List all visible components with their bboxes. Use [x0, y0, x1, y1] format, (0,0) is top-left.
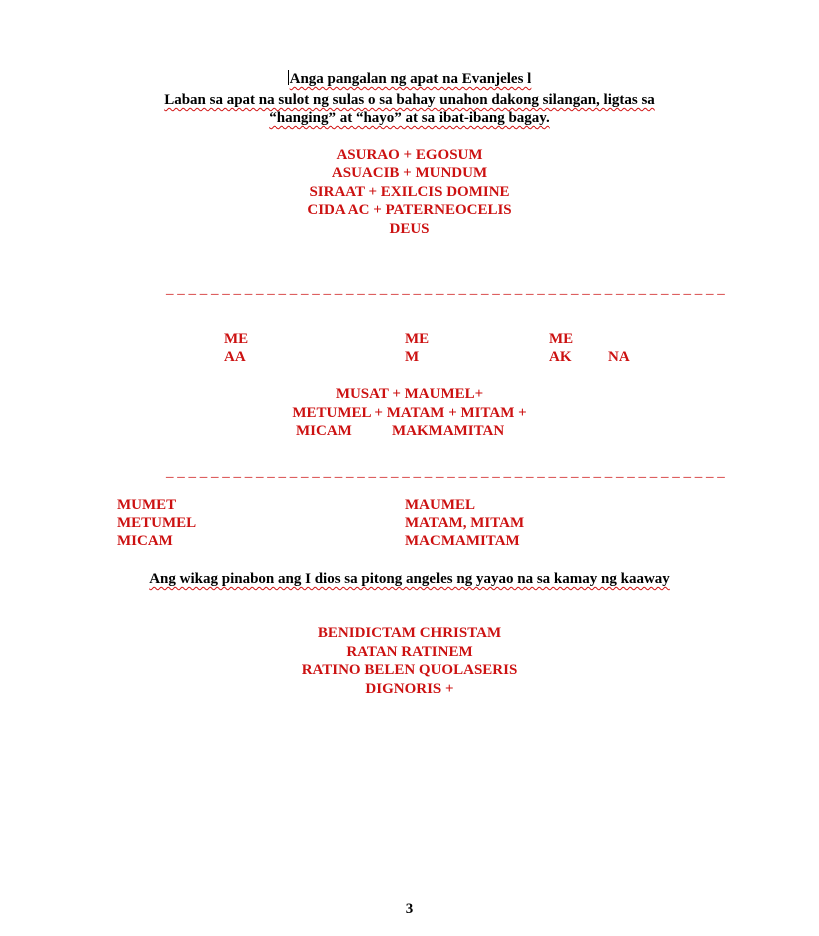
incantation-line-3: SIRAAT + EXILCIS DOMINE [309, 184, 510, 200]
intro-line-2: “hanging” at “hayo” at sa ibat-ibang bagay. [269, 110, 550, 126]
grid-cell: ME [405, 331, 430, 347]
incantation-2-line-2: METUMEL + MATAM + MITAM + [292, 405, 527, 421]
separator-line-2: _ _ _ _ _ _ _ _ _ _ _ _ _ _ _ _ _ _ _ _ _ _ _ _ _ _ _ _ _ _ _ _ _ _ _ _ _ _ _ _ _ _ _ _ _ _ _ _ _ _ [166, 464, 725, 480]
incantation-3-line-1: BENIDICTAM CHRISTAM [317, 625, 502, 641]
text-cursor [288, 70, 289, 85]
page-number: 3 [405, 901, 414, 917]
grid-cell: ME [224, 331, 249, 347]
incantation-line-2: ASUACIB + MUNDUM [331, 165, 488, 181]
statement-line: Ang wikag pinabon ang I dios sa pitong angeles ng yayao na sa kamay ng kaaway [149, 571, 670, 587]
intro-line-1: Laban sa apat na sulot ng sulas o sa bahay unahon dakong silangan, ligtas sa [164, 92, 655, 108]
grid-cell: NA [608, 349, 630, 365]
incantation-3-line-3: RATINO BELEN QUOLASERIS [301, 662, 518, 678]
right-column-item: MAUMEL [405, 497, 475, 513]
left-column-item: METUMEL [117, 515, 197, 531]
incantation-line-5: DEUS [389, 221, 430, 237]
incantation-2-line-3a: MICAM [296, 423, 352, 439]
right-column-item: MACMAMITAM [405, 533, 520, 549]
grid-cell: AK [549, 349, 572, 365]
left-column-item: MICAM [117, 533, 173, 549]
grid-cell: ME [549, 331, 574, 347]
incantation-2-line-1: MUSAT + MAUMEL+ [335, 386, 484, 402]
separator-line: _ _ _ _ _ _ _ _ _ _ _ _ _ _ _ _ _ _ _ _ _ _ _ _ _ _ _ _ _ _ _ _ _ _ _ _ _ _ _ _ _ _ _ _ _ _ _ _ _ _ [166, 281, 725, 297]
left-column-item: MUMET [117, 497, 177, 513]
grid-cell: AA [224, 349, 246, 365]
incantation-line-4: CIDA AC + PATERNEOCELIS [307, 202, 512, 218]
incantation-2-line-3b: MAKMAMITAN [392, 423, 505, 439]
document-title: Anga pangalan ng apat na Evanjeles l [289, 71, 532, 87]
right-column-item: MATAM, MITAM [405, 515, 525, 531]
grid-cell: M [405, 349, 420, 365]
incantation-3-line-2: RATAN RATINEM [346, 644, 473, 660]
incantation-3-line-4: DIGNORIS + [365, 681, 454, 697]
incantation-line-1: ASURAO + EGOSUM [336, 147, 483, 163]
